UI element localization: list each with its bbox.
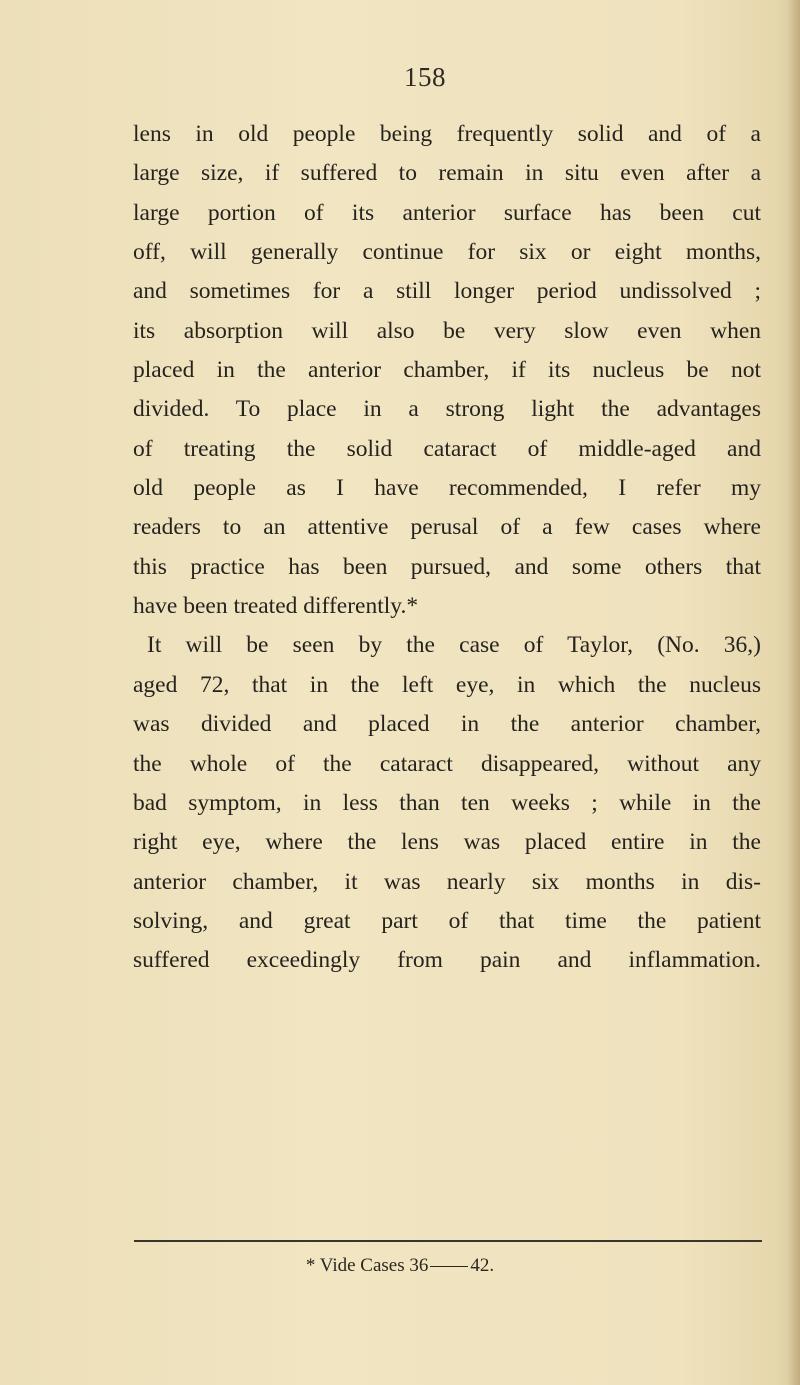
text-line: anterior chamber, it was nearly six months in dis- [133, 868, 761, 895]
text-line: lens in old people being frequently solid and of a [133, 121, 761, 147]
page-edge-shadow [788, 0, 800, 1385]
text-line: placed in the anterior chamber, if its nucleus be not [133, 357, 761, 384]
text-line: and sometimes for a still longer period undissolved ; [133, 278, 761, 305]
footnote-suffix: 42. [470, 1255, 495, 1276]
text-line: readers to an attentive perusal of a few cases where [133, 514, 761, 541]
footnote-dash [430, 1266, 468, 1268]
text-line: aged 72, that in the left eye, in which the nucleus [133, 671, 761, 698]
text-line: large size, if suffered to remain in situ even after a [133, 160, 761, 187]
page-number: 158 [404, 62, 446, 92]
text-line: suffered exceedingly from pain and inflammation. [133, 947, 761, 974]
text-line: old people as I have recommended, I refer my [133, 475, 761, 502]
text-line: solving, and great part of that time the patient [133, 907, 761, 934]
footnote-divider [134, 1240, 762, 1242]
text-line: right eye, where the lens was placed entire in the [133, 829, 761, 856]
text-line: its absorption will also be very slow even when [133, 317, 761, 344]
text-line: divided. To place in a strong light the advantages [133, 396, 761, 423]
footnote-prefix: * Vide Cases 36 [305, 1255, 429, 1276]
text-line: was divided and placed in the anterior chamber, [133, 711, 761, 738]
text-line: this practice has been pursued, and some others that [133, 553, 761, 580]
footnote [0, 1255, 800, 1277]
text-line: large portion of its anterior surface has been cut [133, 199, 761, 226]
text-line: of treating the solid cataract of middle-aged and [133, 435, 761, 462]
text-line: the whole of the cataract disappeared, without any [133, 750, 761, 777]
text-line: off, will generally continue for six or eight months, [133, 239, 761, 266]
text-line: have been treated differently.* [133, 593, 419, 620]
text-line: bad symptom, in less than ten weeks ; while in the [133, 789, 761, 816]
text-line: It will be seen by the case of Taylor, (No. 36,) [147, 632, 761, 659]
body-text [133, 115, 761, 981]
